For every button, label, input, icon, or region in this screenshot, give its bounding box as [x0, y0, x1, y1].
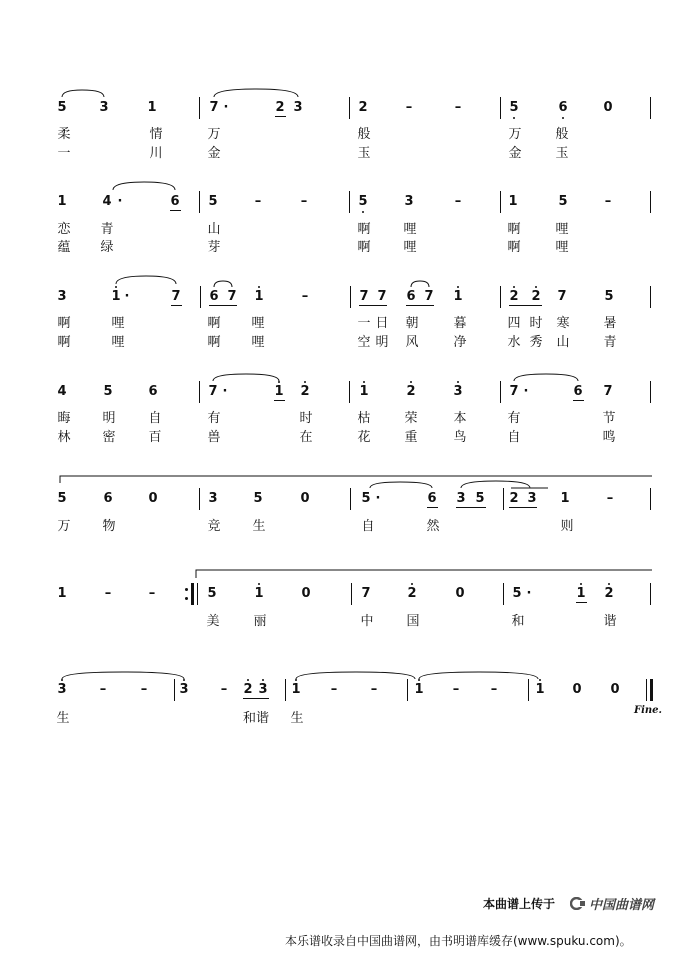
note: 1	[560, 491, 570, 506]
lyric: 日	[375, 316, 389, 331]
lyric: 生	[290, 711, 304, 726]
note: 3	[208, 491, 218, 506]
lyric: 则	[560, 519, 574, 534]
note: 6	[406, 289, 416, 304]
octave-dot	[363, 381, 365, 383]
rest: 0	[603, 100, 613, 115]
octave-dot	[258, 583, 260, 585]
lyric: 节	[602, 411, 616, 426]
lyric: 时	[529, 316, 543, 331]
bar-line	[650, 97, 651, 119]
octave-dot	[362, 211, 364, 213]
lyric: 哩	[111, 316, 125, 331]
octave-dot	[457, 286, 459, 288]
note: 1	[414, 682, 424, 697]
note: 6	[573, 384, 583, 399]
lyric: 一	[357, 316, 371, 331]
note: 1	[453, 289, 463, 304]
lyric: 一	[57, 146, 71, 161]
lyric: 金	[508, 146, 522, 161]
rest: 0	[300, 491, 310, 506]
lyric: 林	[57, 430, 71, 445]
note: 2	[300, 384, 310, 399]
dot: ·	[375, 491, 381, 506]
note: 7	[227, 289, 237, 304]
note: 2	[509, 491, 519, 506]
note: 6	[170, 194, 180, 209]
rest: 0	[455, 586, 465, 601]
bar-line	[200, 286, 201, 308]
note: 1	[147, 100, 157, 115]
octave-dot	[258, 286, 260, 288]
octave-dot	[115, 286, 117, 288]
dot: ·	[222, 384, 228, 399]
volta-bracket	[196, 570, 652, 578]
note: 1	[254, 289, 264, 304]
note: 6	[148, 384, 158, 399]
octave-dot	[411, 583, 413, 585]
bar-line	[199, 191, 200, 213]
lyric: 啊	[357, 240, 371, 255]
dot: ·	[523, 384, 529, 399]
note: 2	[531, 289, 541, 304]
lyric: 啊	[57, 316, 71, 331]
lyric: 生	[252, 519, 266, 534]
lyric: 物	[102, 519, 116, 534]
note: 1	[57, 586, 67, 601]
lyric: 鸣	[602, 430, 616, 445]
lyric: 净	[453, 335, 467, 350]
bar-line	[349, 381, 350, 403]
note: 7	[171, 289, 181, 304]
lyric: 中	[360, 614, 374, 629]
underline	[509, 305, 542, 306]
octave-dot	[539, 679, 541, 681]
underline	[427, 507, 438, 508]
lyric: 美	[206, 614, 220, 629]
slur	[370, 482, 432, 488]
dot: ·	[526, 586, 532, 601]
note: 5	[103, 384, 113, 399]
lyric: 生	[56, 711, 70, 726]
octave-dot	[513, 286, 515, 288]
lyric: 柔	[57, 127, 71, 142]
note: 7	[424, 289, 434, 304]
final-barline-thin	[646, 679, 647, 701]
octave-dot	[262, 679, 264, 681]
octave-dot	[562, 117, 564, 119]
note: 3	[57, 682, 67, 697]
octave-dot	[278, 381, 280, 383]
bar-line	[500, 286, 501, 308]
bar-line	[500, 191, 501, 213]
repeat-barline	[191, 583, 194, 605]
lyric: 啊	[207, 335, 221, 350]
note: 1	[535, 682, 545, 697]
octave-dot	[61, 679, 63, 681]
bar-line	[528, 679, 529, 701]
lyric: 有	[507, 411, 521, 426]
slur	[214, 89, 298, 97]
dash: –	[452, 682, 460, 697]
note: 2	[243, 682, 253, 697]
bar-line	[349, 191, 350, 213]
bar-line	[351, 583, 352, 605]
site-logo: 中国曲谱网	[589, 898, 655, 913]
note: 4	[102, 194, 112, 209]
rest: 0	[301, 586, 311, 601]
dash: –	[220, 682, 228, 697]
fine-marking: Fine.	[634, 705, 663, 716]
octave-dot	[418, 679, 420, 681]
note: 6	[103, 491, 113, 506]
lyric: 本	[453, 411, 467, 426]
note: 5	[361, 491, 371, 506]
dash: –	[330, 682, 338, 697]
rest: 0	[148, 491, 158, 506]
note: 5	[509, 100, 519, 115]
dash: –	[490, 682, 498, 697]
lyric: 哩	[111, 335, 125, 350]
lyric: 晦	[57, 411, 71, 426]
dash: –	[254, 194, 262, 209]
note: 2	[358, 100, 368, 115]
bar-line	[650, 381, 651, 403]
lyric: 有	[207, 411, 221, 426]
underline	[274, 400, 285, 401]
note: 5	[475, 491, 485, 506]
bar-line	[199, 488, 200, 510]
octave-dot	[513, 117, 515, 119]
lyric: 青	[603, 335, 617, 350]
slur	[296, 672, 415, 679]
credit-line: 本乐谱收录自中国曲谱网，由书明谱库缓存(www.spuku.com)。	[285, 934, 632, 948]
note: 2	[406, 384, 416, 399]
lyric: 绿	[100, 240, 114, 255]
lyric: 寒	[556, 316, 570, 331]
bar-line	[350, 488, 351, 510]
lyric: 哩	[555, 222, 569, 237]
lyric: 百	[148, 430, 162, 445]
lyric: 四	[507, 316, 521, 331]
dash: –	[370, 682, 378, 697]
repeat-dot	[185, 588, 188, 591]
note: 3	[527, 491, 537, 506]
lyric: 竞	[207, 519, 221, 534]
lyric: 恋	[57, 222, 71, 237]
lyric: 暮	[453, 316, 467, 331]
note: 3	[456, 491, 466, 506]
bar-line	[500, 381, 501, 403]
note: 5	[512, 586, 522, 601]
lyric: 风	[405, 335, 419, 350]
lyric: 哩	[251, 335, 265, 350]
dash: –	[300, 194, 308, 209]
note: 7	[361, 586, 371, 601]
note: 6	[209, 289, 219, 304]
note: 1	[254, 586, 264, 601]
bar-line	[650, 488, 651, 510]
note: 1	[111, 289, 121, 304]
lyric: 自	[361, 519, 375, 534]
lyric: 蕴	[57, 240, 71, 255]
note: 3	[258, 682, 268, 697]
lyric: 荣	[404, 411, 418, 426]
octave-dot	[535, 286, 537, 288]
lyric: 情	[149, 127, 163, 142]
lyric: 在	[299, 430, 313, 445]
octave-dot	[304, 381, 306, 383]
slur	[411, 281, 429, 287]
lyric: 万	[57, 519, 71, 534]
note: 3	[99, 100, 109, 115]
lyric: 时	[299, 411, 313, 426]
octave-dot	[183, 679, 185, 681]
lyric: 然	[426, 519, 440, 534]
lyric: 枯	[357, 411, 371, 426]
dash: –	[104, 586, 112, 601]
underline	[275, 116, 286, 117]
slur	[62, 90, 104, 97]
note: 5	[253, 491, 263, 506]
underline	[573, 400, 584, 401]
lyric: 花	[357, 430, 371, 445]
underline	[170, 210, 181, 211]
lyric: 丽	[253, 614, 267, 629]
note: 3	[57, 289, 67, 304]
note: 7	[377, 289, 387, 304]
bar-line	[197, 583, 198, 605]
dash: –	[140, 682, 148, 697]
note: 5	[208, 194, 218, 209]
lyric: 国	[406, 614, 420, 629]
note: 1	[57, 194, 67, 209]
lyric: 密	[102, 430, 116, 445]
dash: –	[606, 491, 614, 506]
note: 5	[358, 194, 368, 209]
bar-line	[285, 679, 286, 701]
octave-dot	[410, 381, 412, 383]
lyric: 玉	[555, 146, 569, 161]
underline	[171, 305, 182, 306]
note: 3	[453, 384, 463, 399]
slur	[116, 276, 176, 284]
lyric: 山	[207, 222, 221, 237]
lyric: 谐	[603, 614, 617, 629]
lyric: 朝	[405, 316, 419, 331]
dash: –	[148, 586, 156, 601]
underline	[209, 305, 237, 306]
bar-line	[350, 286, 351, 308]
octave-dot	[608, 583, 610, 585]
underline	[359, 305, 387, 306]
lyric: 般	[555, 127, 569, 142]
note: 5	[558, 194, 568, 209]
underline	[509, 507, 537, 508]
lyric: 哩	[251, 316, 265, 331]
lyric: 重	[404, 430, 418, 445]
slur	[113, 182, 175, 190]
note: 1	[359, 384, 369, 399]
lyric: 秀	[529, 335, 543, 350]
note: 6	[427, 491, 437, 506]
lyric: 啊	[507, 222, 521, 237]
lyric: 玉	[357, 146, 371, 161]
note: 7	[509, 384, 519, 399]
bar-line	[199, 97, 200, 119]
lyric: 哩	[403, 222, 417, 237]
octave-dot	[580, 583, 582, 585]
slur	[62, 672, 184, 679]
lyric: 鸟	[453, 430, 467, 445]
note: 3	[404, 194, 414, 209]
note: 7	[208, 384, 218, 399]
lyric: 自	[507, 430, 521, 445]
dash: –	[604, 194, 612, 209]
note: 1	[576, 586, 586, 601]
dash: –	[405, 100, 413, 115]
note: 7	[603, 384, 613, 399]
bar-line	[503, 583, 504, 605]
bar-line	[503, 488, 504, 510]
bar-line	[407, 679, 408, 701]
lyric: 山	[556, 335, 570, 350]
octave-dot	[295, 679, 297, 681]
lyric: 万	[508, 127, 522, 142]
underline	[456, 507, 486, 508]
slur	[214, 281, 232, 287]
note: 2	[604, 586, 614, 601]
note: 5	[57, 491, 67, 506]
lyric: 空	[357, 335, 371, 350]
bar-line	[199, 381, 200, 403]
lyric: 啊	[207, 316, 221, 331]
octave-dot	[457, 381, 459, 383]
lyric: 啊	[357, 222, 371, 237]
note: 7	[557, 289, 567, 304]
bar-line	[650, 286, 651, 308]
note: 3	[179, 682, 189, 697]
note: 5	[57, 100, 67, 115]
lyric: 啊	[507, 240, 521, 255]
lyric: 哩	[403, 240, 417, 255]
dash: –	[454, 100, 462, 115]
slur	[419, 672, 538, 679]
underline	[406, 305, 434, 306]
lyric: 啊	[57, 335, 71, 350]
dot: ·	[223, 100, 229, 115]
note: 7	[209, 100, 219, 115]
note: 1	[508, 194, 518, 209]
note: 5	[604, 289, 614, 304]
rest: 0	[572, 682, 582, 697]
dot: ·	[124, 289, 130, 304]
slur	[213, 374, 279, 381]
octave-dot	[247, 679, 249, 681]
note: 6	[558, 100, 568, 115]
repeat-dot	[185, 597, 188, 600]
note: 4	[57, 384, 67, 399]
note: 1	[274, 384, 284, 399]
uploaded-to-label: 本曲谱上传于	[483, 897, 556, 911]
underline	[576, 602, 587, 603]
bar-line	[349, 97, 350, 119]
lyric: 金	[207, 146, 221, 161]
dash: –	[454, 194, 462, 209]
logo-icon	[570, 895, 586, 908]
lyric: 水	[507, 335, 521, 350]
volta-bracket	[60, 476, 652, 483]
lyric: 和	[511, 614, 525, 629]
lyric: 芽	[207, 240, 221, 255]
dash: –	[99, 682, 107, 697]
bar-line	[650, 583, 651, 605]
slur	[461, 481, 530, 488]
bar-line	[500, 97, 501, 119]
lyric: 自	[148, 411, 162, 426]
rest: 0	[610, 682, 620, 697]
lyric: 青	[100, 222, 114, 237]
lyric: 万	[207, 127, 221, 142]
final-barline-thick	[650, 679, 653, 701]
lyric: 般	[357, 127, 371, 142]
lyric: 兽	[207, 430, 221, 445]
note: 5	[207, 586, 217, 601]
note: 2	[407, 586, 417, 601]
bar-line	[174, 679, 175, 701]
underline	[243, 698, 269, 699]
lyric: 和谐	[242, 711, 270, 726]
slur	[514, 374, 578, 381]
lyric: 暑	[603, 316, 617, 331]
note: 1	[291, 682, 301, 697]
lyric: 川	[149, 146, 163, 161]
dot: ·	[117, 194, 123, 209]
lyric: 哩	[555, 240, 569, 255]
note: 2	[275, 100, 285, 115]
bar-line	[650, 191, 651, 213]
note: 2	[509, 289, 519, 304]
lyric: 明	[375, 335, 389, 350]
lyric: 明	[102, 411, 116, 426]
dash: –	[301, 289, 309, 304]
note: 7	[359, 289, 369, 304]
note: 3	[293, 100, 303, 115]
